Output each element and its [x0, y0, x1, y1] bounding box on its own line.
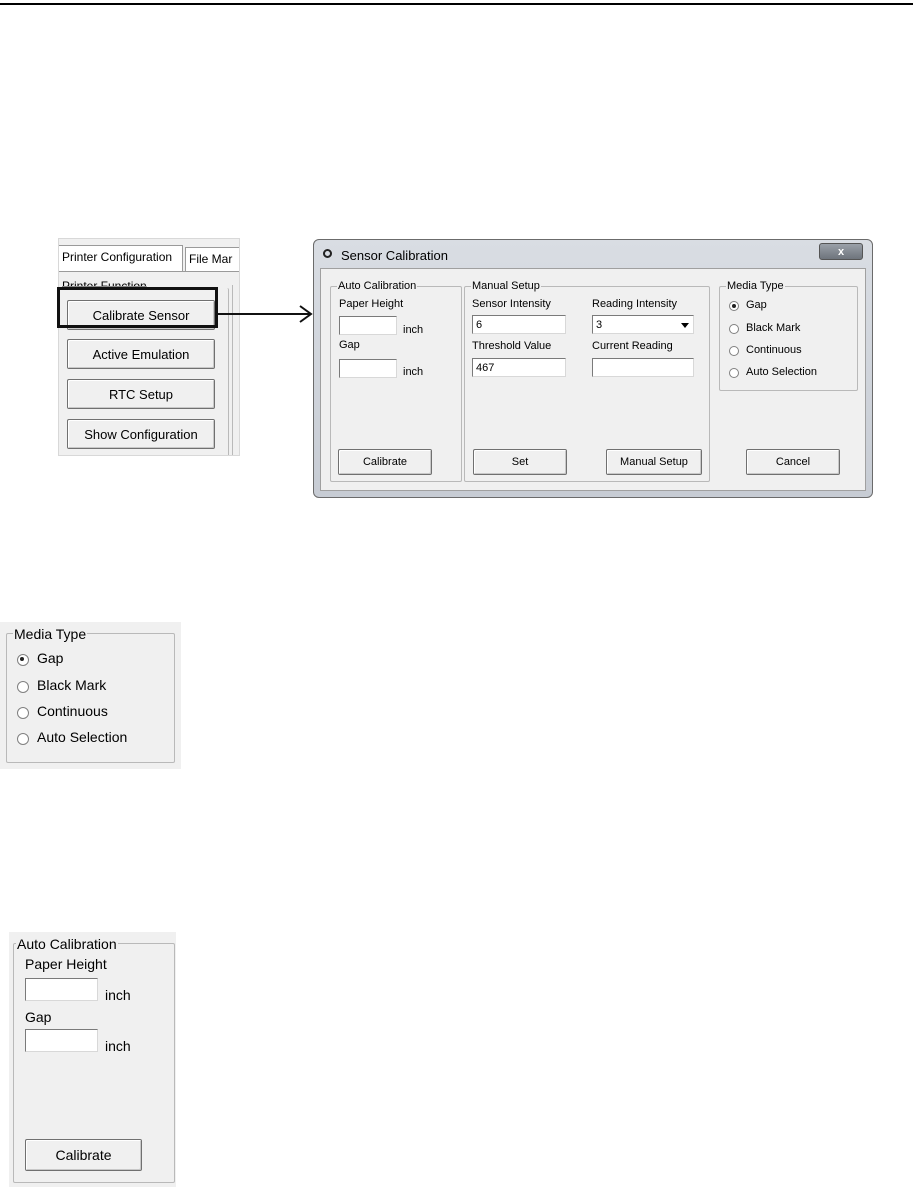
tab-printer-configuration[interactable]: Printer Configuration — [59, 245, 183, 272]
media-type-title: Media Type — [727, 280, 784, 292]
threshold-value-label: Threshold Value — [472, 340, 552, 352]
current-reading-label: Current Reading — [592, 340, 673, 352]
dialog-client-area — [320, 268, 866, 491]
paper-height-input[interactable] — [339, 316, 397, 335]
app-icon — [323, 249, 332, 258]
manual-setup-title: Manual Setup — [472, 280, 540, 292]
panel-paper-height-input[interactable] — [25, 978, 98, 1001]
media-type-panel — [0, 622, 181, 769]
panel-gap-input[interactable] — [25, 1029, 98, 1052]
panel-continuous-label: Continuous — [37, 703, 108, 719]
auto-calibration-panel — [9, 932, 176, 1187]
gap-label: Gap — [339, 339, 360, 351]
panel-gap-radio[interactable] — [17, 654, 29, 666]
calibrate-sensor-button[interactable]: Calibrate Sensor — [67, 300, 215, 330]
close-icon: x — [837, 245, 845, 258]
media-auto-selection-label: Auto Selection — [746, 366, 817, 378]
media-type-panel-title: Media Type — [14, 626, 87, 642]
show-configuration-button[interactable]: Show Configuration — [67, 419, 215, 449]
paper-height-label: Paper Height — [339, 298, 404, 310]
media-continuous-label: Continuous — [746, 344, 802, 356]
page-top-rule — [0, 3, 913, 5]
panel-black-mark-radio[interactable] — [17, 681, 29, 693]
printer-function-panel — [58, 238, 240, 456]
panel-continuous-radio[interactable] — [17, 707, 29, 719]
manual-setup-button[interactable]: Manual Setup — [606, 449, 702, 475]
sensor-intensity-input[interactable]: 6 — [472, 315, 566, 334]
media-gap-label: Gap — [746, 299, 767, 311]
gap-unit: inch — [403, 366, 424, 378]
reading-intensity-value: 3 — [596, 318, 603, 331]
set-button[interactable]: Set — [473, 449, 567, 475]
threshold-value-input[interactable]: 467 — [472, 358, 566, 377]
media-continuous-radio[interactable] — [729, 346, 739, 356]
sensor-intensity-label: Sensor Intensity — [472, 298, 551, 310]
tab-strip-divider — [59, 271, 240, 272]
gap-input[interactable] — [339, 359, 397, 378]
connector-arrow — [216, 302, 316, 326]
panel-black-mark-label: Black Mark — [37, 677, 107, 693]
panel-gap-label: Gap — [25, 1009, 52, 1025]
calibrate-sensor-highlight — [57, 287, 218, 328]
reading-intensity-label: Reading Intensity — [592, 298, 677, 310]
current-reading-input[interactable] — [592, 358, 694, 377]
auto-calibration-title: Auto Calibration — [338, 280, 417, 292]
auto-calibration-panel-title: Auto Calibration — [17, 936, 117, 952]
paper-height-unit: inch — [403, 324, 424, 336]
reading-intensity-select[interactable] — [592, 315, 694, 334]
media-black-mark-label: Black Mark — [746, 322, 801, 334]
sensor-calibration-dialog — [313, 239, 873, 498]
panel-auto-selection-label: Auto Selection — [37, 729, 128, 745]
media-auto-selection-radio[interactable] — [729, 368, 739, 378]
panel-auto-selection-radio[interactable] — [17, 733, 29, 745]
panel-paper-height-unit: inch — [105, 987, 131, 1003]
panel-calibrate-button[interactable]: Calibrate — [25, 1139, 142, 1171]
calibrate-button[interactable]: Calibrate — [338, 449, 432, 475]
chevron-down-icon[interactable] — [678, 319, 691, 331]
media-gap-radio[interactable] — [729, 301, 739, 311]
panel-gap-label: Gap — [37, 650, 64, 666]
printer-function-group-title: Printer Function — [62, 279, 147, 293]
active-emulation-button[interactable]: Active Emulation — [67, 339, 215, 369]
close-button[interactable] — [819, 243, 863, 260]
panel-gap-unit: inch — [105, 1038, 131, 1054]
panel-paper-height-label: Paper Height — [25, 956, 107, 972]
media-black-mark-radio[interactable] — [729, 324, 739, 334]
cancel-button[interactable]: Cancel — [746, 449, 840, 475]
rtc-setup-button[interactable]: RTC Setup — [67, 379, 215, 409]
dialog-title: Sensor Calibration — [341, 248, 448, 263]
tab-file-manager[interactable]: File Mar — [185, 247, 240, 271]
